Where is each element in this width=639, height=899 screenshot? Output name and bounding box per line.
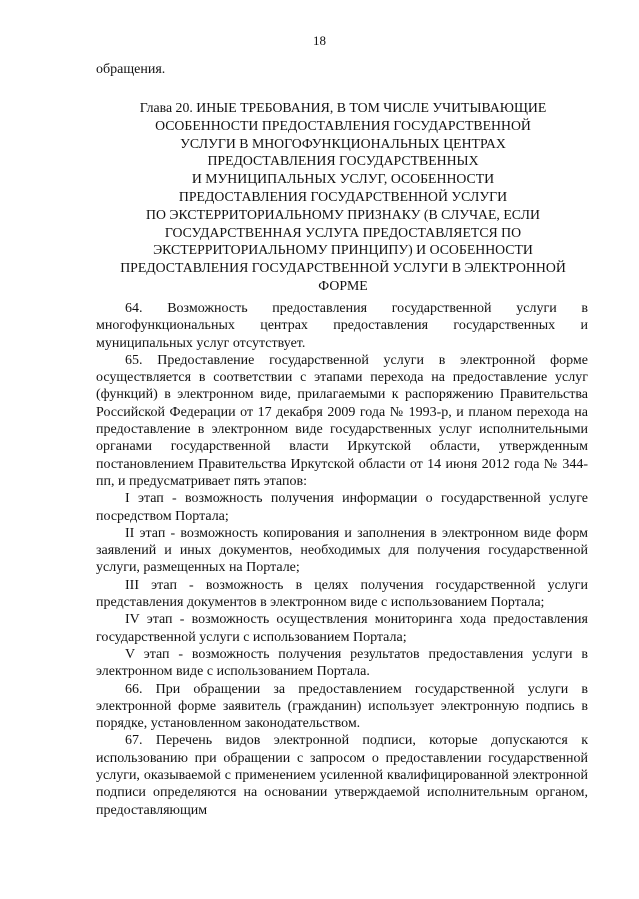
body-text [96, 300, 588, 819]
paragraph-65: 65. Предоставление государственной услуги в электронной форме осуществляется в соответствии с этапами перехода на предоставление услуг (функций) в электронном виде, прилагаемыми к распоряжению Правительства Российской Федерации от 17 декабря 2009 года № 1993-р, и планом перехода на предоставление в электронном виде государственных услуг исполнительными органами государственной власти Иркутской области, утвержденным постановлением Правительства Иркутской области от 14 июня 2012 года № 344-пп, и предусматривает пять этапов: [96, 352, 588, 489]
chapter-title-line: УСЛУГИ В МНОГОФУНКЦИОНАЛЬНЫХ ЦЕНТРАХ [180, 135, 506, 151]
continued-text-line: обращения. [96, 62, 166, 77]
paragraph-67: 67. Перечень видов электронной подписи, которые допускаются к использованию при обращении с запросом о предоставлении государственной услуги, оказываемой с применением усиленной квалифицированной электронной подписи определяются на основании утверждаемой исполнительным органом, предоставляющим [96, 733, 588, 818]
chapter-title-line: ПРЕДОСТАВЛЕНИЯ ГОСУДАРСТВЕННОЙ УСЛУГИ [178, 188, 508, 204]
paragraph-64: 64. Возможность предоставления государственной услуги в многофункциональных центрах предоставления государственных и муниципальных услуг отсутствует. [96, 301, 588, 351]
chapter-title-line: ОСОБЕННОСТИ ПРЕДОСТАВЛЕНИЯ ГОСУДАРСТВЕННОЙ [155, 117, 531, 133]
stage-1-paragraph: I этап - возможность получения информации о государственной услуге посредством Портала; [96, 491, 588, 524]
chapter-title-line: ГОСУДАРСТВЕННАЯ УСЛУГА ПРЕДОСТАВЛЯЕТСЯ ПО [164, 224, 522, 240]
stage-3-paragraph: III этап - возможность в целях получения государственной услуги представления документов в электронном виде с использованием Портала; [96, 577, 588, 611]
stage-2-paragraph: II этап - возможность копирования и заполнения в электронном виде форм заявлений и иных документов, необходимых для получения государственной услуги, размещенных на Портале; [96, 525, 588, 576]
chapter-title-line: Глава 20. ИНЫЕ ТРЕБОВАНИЯ, В ТОМ ЧИСЛЕ УЧИТЫВАЮЩИЕ [139, 100, 547, 115]
chapter-title-line: И МУНИЦИПАЛЬНЫХ УСЛУГ, ОСОБЕННОСТИ [191, 171, 495, 187]
stage-4-paragraph: IV этап - возможность осуществления мониторинга хода предоставления государственной услуги с использованием Портала; [96, 612, 588, 645]
chapter-title-line: ПРЕДОСТАВЛЕНИЯ ГОСУДАРСТВЕННОЙ УСЛУГИ В ЭЛЕКТРОННОЙ [120, 260, 566, 276]
page-number: 18 [313, 33, 326, 48]
chapter-title [88, 99, 598, 295]
chapter-title-line: ФОРМЕ [318, 277, 368, 293]
stage-5-paragraph: V этап - возможность получения результатов предоставления услуги в электронном виде с использованием Портала. [96, 646, 588, 680]
chapter-title-line: ПРЕДОСТАВЛЕНИЯ ГОСУДАРСТВЕННЫХ [207, 153, 479, 169]
chapter-title-line: ПО ЭКСТЕРРИТОРИАЛЬНОМУ ПРИЗНАКУ (В СЛУЧАЕ, ЕСЛИ [146, 206, 540, 222]
chapter-title-line: ЭКСТЕРРИТОРИАЛЬНОМУ ПРИНЦИПУ) И ОСОБЕННОСТИ [153, 242, 533, 258]
paragraph-66: 66. При обращении за предоставлением государственной услуги в электронной форме заявитель (гражданин) использует электронную подпись в порядке, установленном законодательством. [96, 681, 588, 732]
